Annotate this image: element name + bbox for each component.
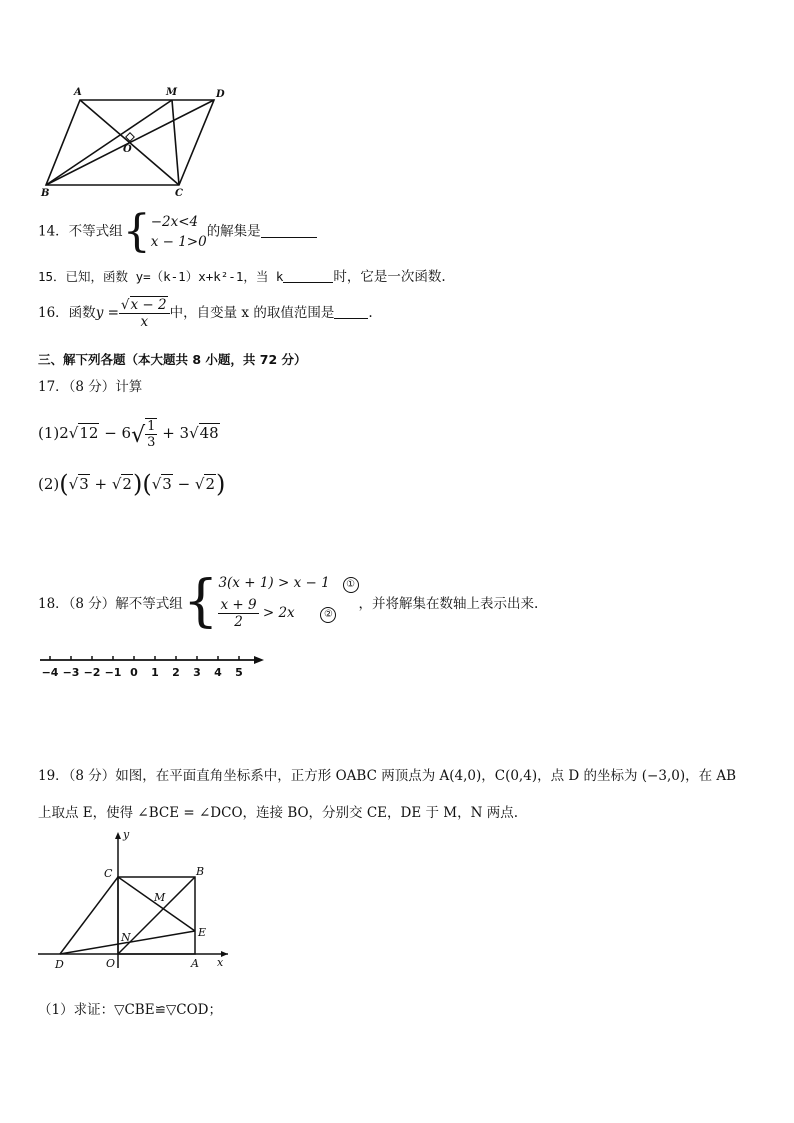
question-19-line1: 19．（8 分）如图，在平面直角坐标系中，正方形 OABC 两顶点为 A(4,0)，C(0,4)，点 D 的坐标为 (−3,0)，在 AB [38, 768, 737, 784]
number-line-label: 3 [193, 666, 201, 679]
svg-text:C: C [104, 867, 113, 880]
number-line-label: 5 [235, 666, 243, 679]
svg-text:x: x [217, 956, 224, 969]
number-line-label: 0 [130, 666, 138, 679]
number-line-label: −2 [83, 666, 101, 679]
svg-text:E: E [198, 926, 207, 939]
svg-text:D: D [55, 958, 64, 971]
number-line-label: 2 [172, 666, 180, 679]
question-17-head: 17．（8 分）计算 [38, 379, 143, 395]
q14-row2: x − 1>0 [150, 234, 207, 250]
number-line-label: 1 [151, 666, 159, 679]
question-19-part1: （1）求证：▽CBE≌▽COD； [38, 1002, 222, 1018]
number-line-label: −1 [104, 666, 122, 679]
svg-text:N: N [121, 931, 131, 944]
number-line[interactable] [38, 651, 268, 685]
svg-text:O: O [106, 957, 116, 970]
question-14: 14．不等式组{ −2x<4 x − 1>0 的解集是 [38, 212, 317, 252]
coordinate-figure [38, 828, 238, 972]
label-D: D [216, 89, 225, 100]
label-C: C [175, 188, 183, 199]
svg-text:B: B [196, 865, 205, 878]
q14-row1: −2x<4 [150, 214, 199, 230]
label-A: A [74, 87, 82, 98]
svg-text:M: M [154, 891, 166, 904]
svg-text:y: y [123, 828, 130, 841]
parallelogram-figure [36, 82, 236, 200]
label-M: M [166, 87, 178, 98]
number-line-label: 4 [214, 666, 222, 679]
answer-blank-14[interactable] [261, 223, 317, 238]
question-19-line2: 上取点 E，使得 ∠BCE = ∠DCO，连接 BO，分别交 CE，DE 于 M，N 两点. [38, 805, 519, 821]
answer-blank-16[interactable] [334, 304, 368, 319]
svg-text:A: A [191, 957, 199, 970]
number-line-label: −3 [62, 666, 80, 679]
label-B: B [41, 188, 50, 199]
number-line-label: −4 [41, 666, 59, 679]
question-16: 16．函数y = $\frac{√x - 2}{x}$ 中，自变量 x 的取值范围是 . [38, 297, 373, 330]
q17-part1: (1)2√12 − 6√ $\frac{1}{3}$ + 3√48 [38, 419, 219, 450]
question-15: 15．已知，函数 y=（k-1）x+k²-1，当 k 时，它是一次函数. [38, 269, 446, 285]
section-title: 三、解下列各题（本大题共 8 小题，共 72 分） [38, 352, 307, 367]
q17-part2: (2)(√3 + √2)(√3 − √2) [38, 470, 226, 498]
answer-blank-15[interactable] [283, 268, 333, 283]
question-18: 18．（8 分）解不等式组{ 3(x + 1) > x − 1 ① $\frac{x + 9}{2}$ > 2x ② ，并将解集在数轴上表示出来. [38, 569, 539, 634]
label-O: O [123, 144, 132, 155]
